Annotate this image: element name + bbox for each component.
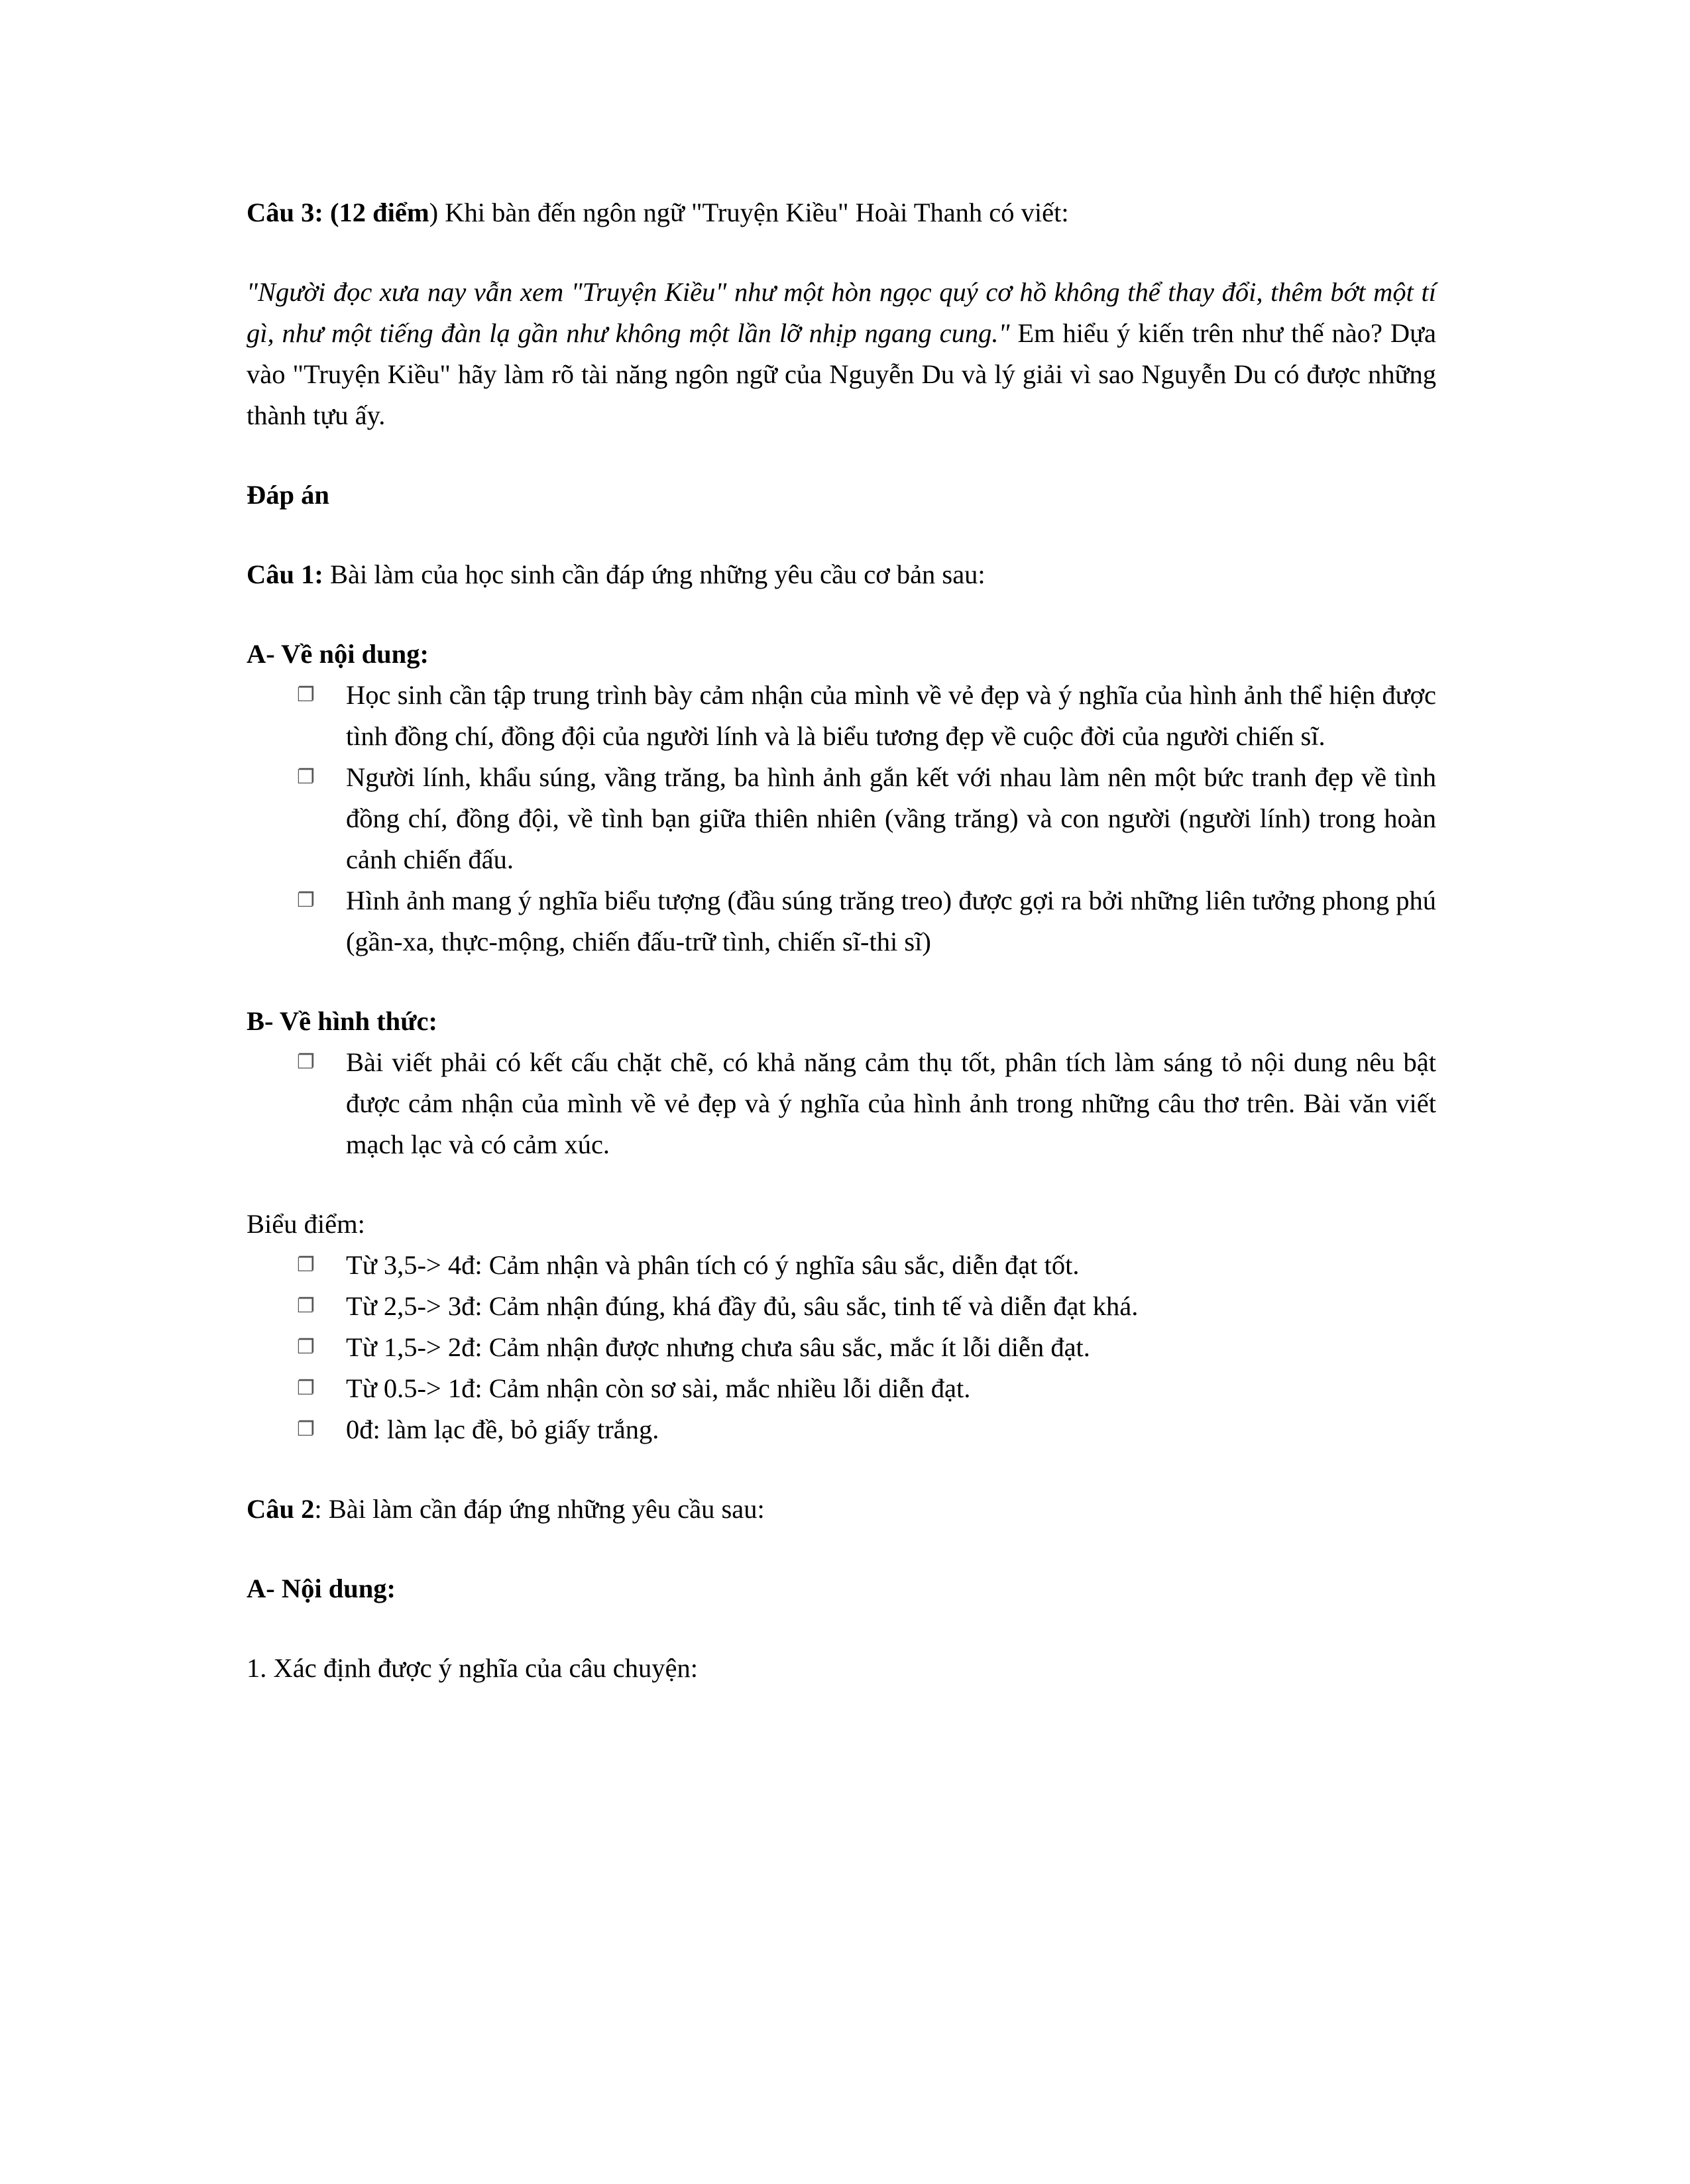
scoring-list (247, 1245, 1436, 1450)
question1-intro-text: Bài làm của học sinh cần đáp ứng những yêu cầu cơ bản sau: (323, 559, 986, 589)
scoring-heading: Biểu điểm: (247, 1209, 365, 1239)
question2-intro (247, 1489, 1436, 1530)
question3-intro-text: Khi bàn đến ngôn ngữ "Truyện Kiều" Hoài Thanh có viết: (438, 198, 1069, 227)
checkbox-bullet-icon: ❐ (297, 1294, 315, 1318)
question2-intro-text: : Bài làm cần đáp ứng những yêu cầu sau: (314, 1494, 765, 1524)
checkbox-bullet-icon: ❐ (297, 1253, 315, 1277)
list-item: ❐ Từ 3,5-> 4đ: Cảm nhận và phân tích có ý nghĩa sâu sắc, diễn đạt tốt. (297, 1245, 1436, 1286)
question2-content-heading: A- Nội dung: (247, 1574, 396, 1603)
question3-paren: ) (429, 198, 439, 227)
checkbox-bullet-icon: ❐ (297, 1051, 315, 1074)
checkbox-bullet-icon: ❐ (297, 766, 315, 789)
list-item: ❐ Từ 0.5-> 1đ: Cảm nhận còn sơ sài, mắc nhiều lỗi diễn đạt. (297, 1368, 1436, 1409)
list-item: ❐ Người lính, khẩu súng, vầng trăng, ba hình ảnh gắn kết với nhau làm nên một bức tranh đẹp về tình đồng chí, đồng đội, về tình bạn giữa thiên nhiên (vầng trăng) và con người (người lính) trong hoàn cảnh chiến đấu. (297, 757, 1436, 880)
question1-form-list (247, 1042, 1436, 1165)
question1-content-list (247, 675, 1436, 962)
list-item: ❐ Bài viết phải có kết cấu chặt chẽ, có khả năng cảm thụ tốt, phân tích làm sáng tỏ nội dung nêu bật được cảm nhận của mình về vẻ đẹp và ý nghĩa của hình ảnh trong những câu thơ trên. Bài văn viết mạch lạc và có cảm xúc. (297, 1042, 1436, 1165)
question3-label: Câu 3: (247, 198, 323, 227)
checkbox-bullet-icon: ❐ (297, 1336, 315, 1359)
question3-body (247, 272, 1436, 436)
answer-heading: Đáp án (247, 480, 329, 510)
list-item: ❐ Hình ảnh mang ý nghĩa biểu tượng (đầu súng trăng treo) được gợi ra bởi những liên tưởng phong phú (gần-xa, thực-mộng, chiến đấu-trữ tình, chiến sĩ-thi sĩ) (297, 880, 1436, 962)
list-item: ❐ Từ 1,5-> 2đ: Cảm nhận được nhưng chưa sâu sắc, mắc ít lỗi diễn đạt. (297, 1327, 1436, 1368)
question1-intro (247, 554, 1436, 595)
question1-content-heading: A- Về nội dung: (247, 639, 429, 669)
list-item: ❐ Học sinh cần tập trung trình bày cảm nhận của mình về vẻ đẹp và ý nghĩa của hình ảnh thể hiện được tình đồng chí, đồng đội của người lính và là biểu tương đẹp về cuộc đời của người chiến sĩ. (297, 675, 1436, 757)
question3-intro (247, 192, 1436, 233)
list-item: ❐ 0đ: làm lạc đề, bỏ giấy trắng. (297, 1409, 1436, 1450)
document-page (247, 192, 1436, 1689)
checkbox-bullet-icon: ❐ (297, 1418, 315, 1441)
question2-point1: 1. Xác định được ý nghĩa của câu chuyện: (247, 1653, 699, 1683)
question3-quote: "Người đọc xưa nay vẫn xem "Truyện Kiều" như một hòn ngọc quý cơ hồ không thể thay đổi, thêm bớt một tí gì, như một tiếng đàn lạ gần như không một lần lỡ nhịp ngang cung." (247, 277, 1436, 348)
checkbox-bullet-icon: ❐ (297, 889, 315, 912)
question3-prompt: Em hiểu ý kiến trên như thế nào? Dựa vào "Truyện Kiều" hãy làm rõ tài năng ngôn ngữ của Nguyễn Du và lý giải vì sao Nguyễn Du có được những thành tựu ấy. (247, 318, 1437, 430)
question2-label: Câu 2 (247, 1494, 315, 1524)
question1-form-heading: B- Về hình thức: (247, 1006, 437, 1036)
list-item: ❐ Từ 2,5-> 3đ: Cảm nhận đúng, khá đầy đủ, sâu sắc, tinh tế và diễn đạt khá. (297, 1286, 1436, 1327)
checkbox-bullet-icon: ❐ (297, 1377, 315, 1400)
checkbox-bullet-icon: ❐ (297, 683, 315, 707)
question1-label: Câu 1: (247, 559, 323, 589)
question3-points: (12 điểm (330, 198, 429, 227)
